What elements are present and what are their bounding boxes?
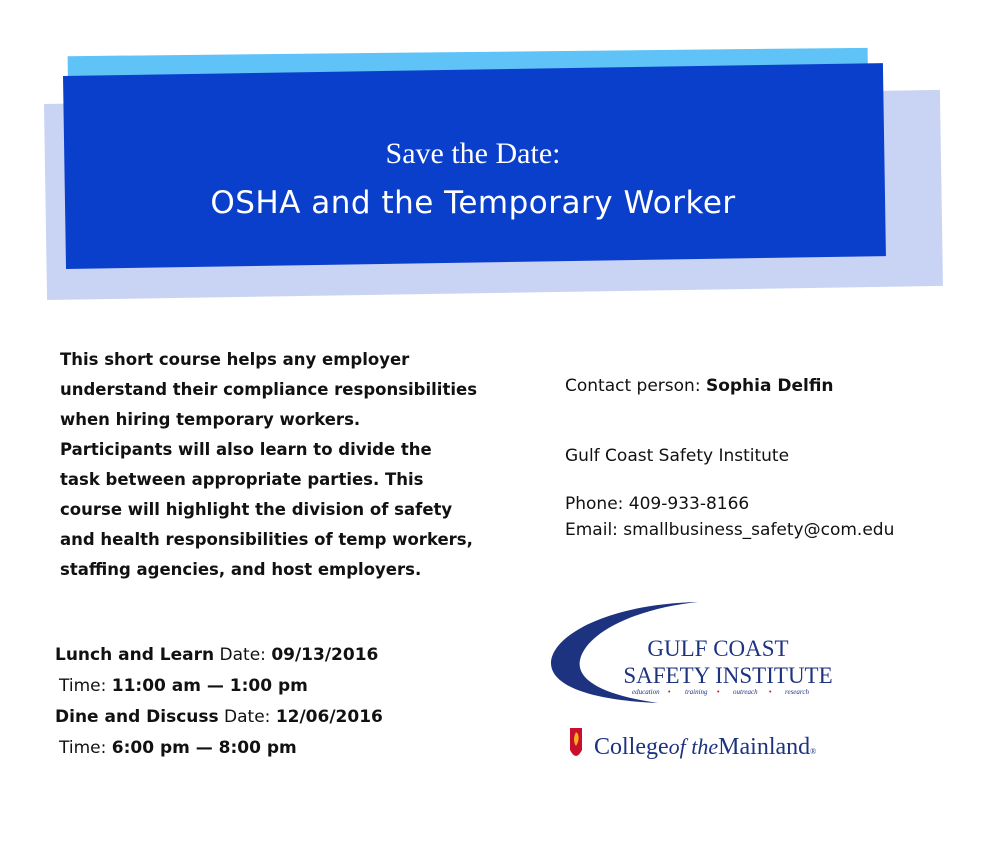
event2-name: Dine and Discuss <box>55 707 219 727</box>
date-label: Date: <box>224 707 271 727</box>
phone-number: Phone: 409-933-8166 <box>565 494 750 514</box>
event2-time: 6:00 pm — 8:00 pm <box>111 738 297 758</box>
date-label: Date: <box>219 645 266 665</box>
time-label: Time: <box>59 676 107 696</box>
contact-person-row <box>565 376 965 406</box>
logo-tagline-1: education <box>632 688 660 696</box>
description-line: and health responsibilities of temp workers, <box>60 530 473 549</box>
time-label: Time: <box>59 738 107 758</box>
description-line: Participants will also learn to divide the <box>60 440 432 459</box>
logo-tagline-3: outreach <box>733 688 758 696</box>
college-suffix: Mainland <box>718 734 811 760</box>
email-address[interactable]: Email: smallbusiness_safety@com.edu <box>565 520 895 540</box>
description-line: when hiring temporary workers. <box>60 410 361 429</box>
contact-person-name: Sophia Delfin <box>705 376 834 396</box>
logo-tagline-dot: • <box>668 689 671 696</box>
schedule <box>55 640 495 764</box>
description-line: understand their compliance responsibilities <box>60 380 478 399</box>
college-flame-icon <box>570 728 582 756</box>
college-mark: ® <box>810 747 817 756</box>
event2-time-row <box>55 733 495 764</box>
description-line: This short course helps any employer <box>60 350 410 369</box>
event1-date: 09/13/2016 <box>271 645 379 665</box>
organization-name: Gulf Coast Safety Institute <box>565 446 790 466</box>
description-line: staffing agencies, and host employers. <box>60 560 422 579</box>
event1-time: 11:00 am — 1:00 pm <box>111 676 308 696</box>
logo-tagline-dot: • <box>717 689 720 696</box>
description-line: task between appropriate parties. This <box>60 470 424 489</box>
college-prefix: College <box>594 734 669 760</box>
event1-name: Lunch and Learn <box>55 645 215 665</box>
logo-tagline-2: training <box>685 688 708 696</box>
gulf-coast-safety-institute-logo <box>548 600 848 770</box>
event1-time-row <box>55 671 495 702</box>
save-the-date-heading: Save the Date: <box>385 136 561 170</box>
logo-line1: GULF COAST <box>647 636 789 661</box>
college-name <box>594 734 816 760</box>
event1-date-row <box>55 640 495 671</box>
contact-person-label: Contact person: <box>565 376 701 396</box>
contact-block <box>565 376 965 540</box>
course-description <box>60 345 480 585</box>
description-line: course will highlight the division of safety <box>60 500 453 519</box>
logo-tagline-4: research <box>785 688 809 696</box>
logo-line2: SAFETY INSTITUTE <box>623 663 833 688</box>
page-title: OSHA and the Temporary Worker <box>210 184 736 221</box>
college-mid: of the <box>668 734 719 759</box>
banner-text <box>63 76 883 269</box>
event2-date: 12/06/2016 <box>275 707 383 727</box>
logo-tagline-dot: • <box>769 689 772 696</box>
event2-date-row <box>55 702 495 733</box>
